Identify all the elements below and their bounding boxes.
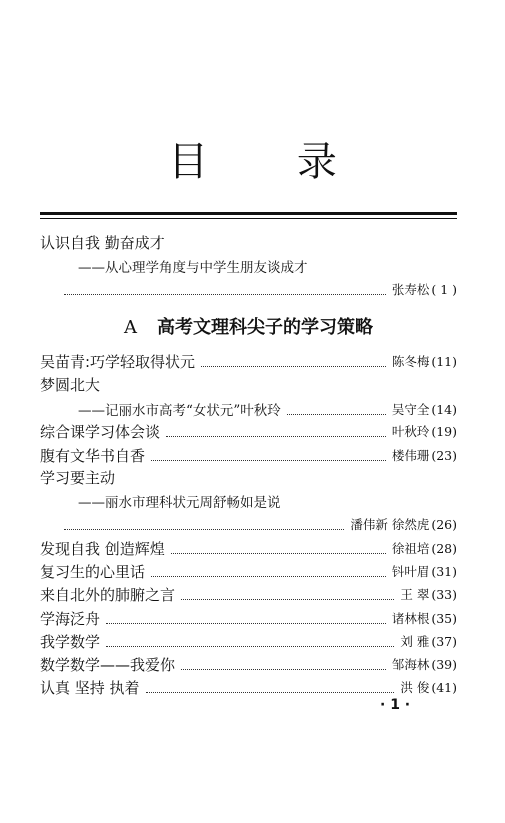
leader-dots: [151, 566, 386, 577]
entry-title: 梦圆北大: [40, 376, 101, 394]
entry-author: 吴守全: [391, 402, 430, 417]
entry-title: 复习生的心里话: [40, 562, 146, 581]
leader-dots: [181, 589, 394, 600]
entry-page: (26): [431, 516, 457, 532]
intro-heading-line: [40, 232, 457, 254]
entry-subtitle: ——记丽水市高考“女状元”叶秋玲: [78, 403, 281, 419]
entry-page: (14): [431, 401, 457, 417]
entry-title: 腹有文华书自香: [40, 446, 146, 465]
toc-entry[interactable]: [40, 420, 457, 442]
toc-entry-subtitle[interactable]: [40, 398, 457, 420]
leader-dots: [151, 450, 386, 461]
toc-entry-subtitle: [40, 491, 457, 513]
intro-subtitle-line: [40, 256, 457, 278]
entry-page: (11): [431, 353, 457, 369]
toc-entry-author-line[interactable]: [40, 513, 457, 535]
toc-entry[interactable]: [40, 653, 457, 675]
toc-entry[interactable]: [40, 607, 457, 629]
intro-page: ( 1 ): [431, 281, 457, 297]
toc-entry[interactable]: [40, 537, 457, 559]
intro-author-line: [40, 278, 457, 300]
intro-subtitle: ——从心理学角度与中学生朋友谈成才: [78, 260, 308, 276]
entry-title: 吴苗青:巧学轻取得状元: [40, 352, 196, 371]
entry-title: 学海泛舟: [40, 609, 101, 628]
entry-author: 楼伟珊: [391, 448, 430, 463]
entry-author: 刘 雅: [400, 634, 430, 649]
toc-entry[interactable]: [40, 560, 457, 582]
toc-entry[interactable]: [40, 676, 457, 698]
leader-dots: [106, 636, 394, 647]
intro-heading: 认识自我 勤奋成才: [40, 234, 165, 252]
entry-author: 洪 俊: [400, 680, 430, 695]
entry-page: (33): [431, 586, 457, 602]
page-number: · 1 ·: [380, 697, 411, 713]
section-heading: [40, 313, 457, 337]
entry-page: (28): [431, 540, 457, 556]
toc-entry[interactable]: [40, 467, 457, 489]
entry-title: 发现自我 创造辉煌: [40, 539, 165, 558]
entry-title: 数学数学——我爱你: [40, 655, 176, 674]
intro-author: 张寿松: [391, 282, 430, 297]
top-rule-thin: [40, 218, 457, 219]
entry-title: 认真 坚持 执着: [40, 678, 140, 697]
entry-title: 我学数学: [40, 632, 101, 651]
toc-entry[interactable]: [40, 374, 457, 396]
leader-dots: [181, 659, 386, 670]
section-letter: A: [124, 317, 137, 338]
leader-dots: [201, 356, 386, 367]
entry-page: (35): [431, 610, 457, 626]
toc-entry[interactable]: [40, 444, 457, 466]
entry-title: 学习要主动: [40, 469, 116, 487]
entry-author: 叶秋玲: [391, 424, 430, 439]
leader-dots: [171, 543, 386, 554]
leader-dots: [106, 613, 386, 624]
entry-author: 徐祖培: [391, 541, 430, 556]
entry-page: (23): [431, 447, 457, 463]
entry-page: (39): [431, 656, 457, 672]
section-title: 高考文理科尖子的学习策略: [157, 317, 373, 338]
leader-dots: [166, 426, 386, 437]
page-title: 目 录: [168, 139, 375, 185]
entry-page: (31): [431, 563, 457, 579]
entry-author: 诸林根: [391, 611, 430, 626]
leader-dots: [64, 284, 386, 295]
top-rule-thick: [40, 212, 457, 215]
entry-author: 钭叶眉: [391, 564, 430, 579]
leader-dots: [146, 682, 395, 693]
entry-subtitle: ——丽水市理科状元周舒畅如是说: [78, 495, 281, 511]
entry-page: (41): [431, 679, 457, 695]
entry-title: 来自北外的肺腑之言: [40, 585, 176, 604]
entry-author: 邹海林: [391, 657, 430, 672]
entry-page: (19): [431, 423, 457, 439]
entry-page: (37): [431, 633, 457, 649]
toc-entry[interactable]: [40, 630, 457, 652]
entry-author: 王 翠: [400, 587, 430, 602]
toc-entry[interactable]: [40, 583, 457, 605]
leader-dots: [287, 404, 386, 415]
entry-author: 潘伟新 徐然虎: [350, 517, 430, 532]
toc-entry[interactable]: [40, 350, 457, 372]
entry-author: 陈冬梅: [391, 354, 430, 369]
leader-dots: [64, 519, 344, 530]
entry-title: 综合课学习体会谈: [40, 422, 161, 441]
